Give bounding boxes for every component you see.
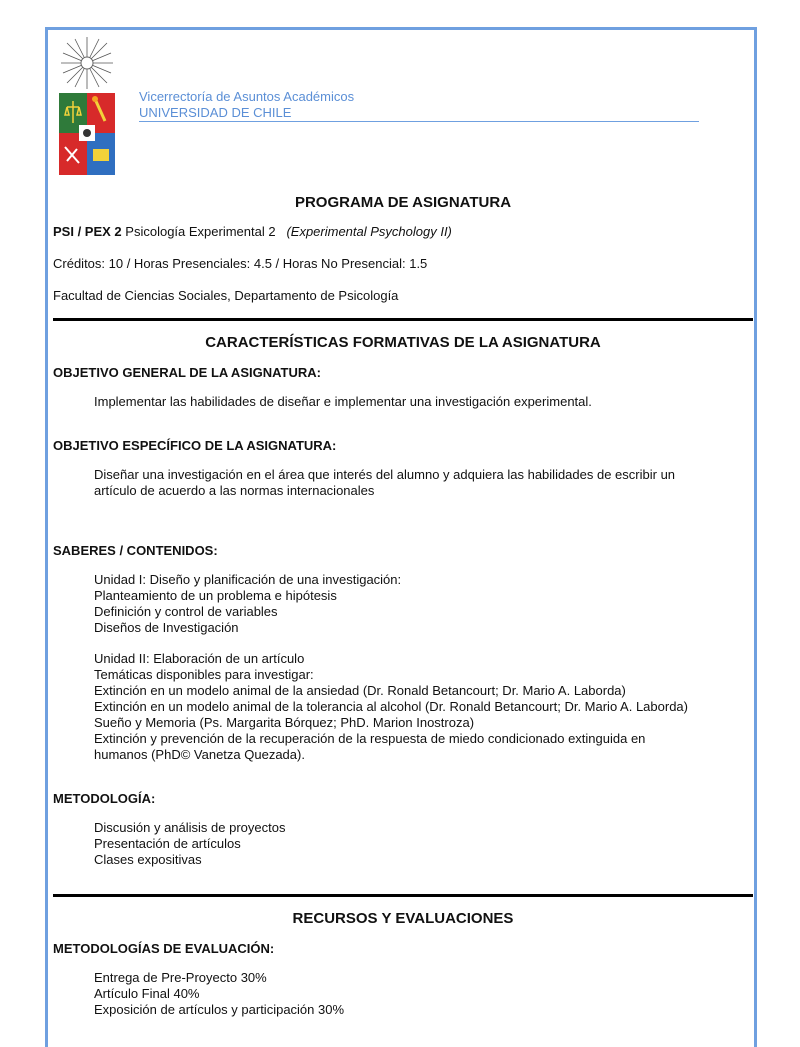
header-divider xyxy=(139,121,699,122)
page-title: PROGRAMA DE ASIGNATURA xyxy=(294,194,512,211)
list-item: Diseños de Investigación xyxy=(94,620,239,635)
list-item: Sueño y Memoria (Ps. Margarita Bórquez; PhD. Marion Inostroza) xyxy=(94,715,475,730)
list-item: Clases expositivas xyxy=(94,852,202,867)
university-crest-logo xyxy=(57,37,117,177)
list-item: Extinción en un modelo animal de la ansiedad (Dr. Ronald Betancourt; Dr. Mario A. Laborda) xyxy=(94,683,626,698)
list-item: Artículo Final 40% xyxy=(94,986,200,1001)
specific-objective-heading: OBJETIVO ESPECÍFICO DE LA ASIGNATURA: xyxy=(53,438,337,453)
text-line: artículo de acuerdo a las normas internacionales xyxy=(94,483,375,498)
list-item: Extinción en un modelo animal de la tolerancia al alcohol (Dr. Ronald Betancourt; Dr. Mario A. Laborda) xyxy=(94,699,688,714)
section-divider xyxy=(53,894,753,897)
methodology-list xyxy=(94,820,285,868)
text-line: Diseñar una investigación en el área que interés del alumno y adquiera las habilidades de escribir un xyxy=(94,467,676,482)
list-item: humanos (PhD© Vanetza Quezada). xyxy=(94,747,305,762)
unit2-list xyxy=(94,651,688,763)
course-faculty: Facultad de Ciencias Sociales, Departamento de Psicología xyxy=(53,288,399,303)
evaluation-list xyxy=(94,970,344,1018)
list-item: Discusión y análisis de proyectos xyxy=(94,820,286,835)
list-item: Planteamiento de un problema e hipótesis xyxy=(94,588,337,603)
list-item: Exposición de artículos y participación 30% xyxy=(94,1002,345,1017)
list-item: Extinción y prevención de la recuperación de la respuesta de miedo condicionado extinguida en xyxy=(94,731,646,746)
evaluation-heading: METODOLOGÍAS DE EVALUACIÓN: xyxy=(53,941,275,956)
list-item: Definición y control de variables xyxy=(94,604,278,619)
list-item: Presentación de artículos xyxy=(94,836,241,851)
general-objective-heading: OBJETIVO GENERAL DE LA ASIGNATURA: xyxy=(53,365,321,380)
course-line xyxy=(53,224,452,240)
section-divider xyxy=(53,318,753,321)
course-english-name: (Experimental Psychology II) xyxy=(286,224,452,239)
institution-department: Vicerrectoría de Asuntos Académicos xyxy=(139,89,355,104)
unit1-list xyxy=(94,572,401,636)
general-objective-text: Implementar las habilidades de diseñar e implementar una investigación experimental. xyxy=(94,394,592,409)
institution-university: UNIVERSIDAD DE CHILE xyxy=(139,105,292,120)
institution-header xyxy=(139,89,354,121)
course-credits: Créditos: 10 / Horas Presenciales: 4.5 / Horas No Presencial: 1.5 xyxy=(53,256,428,271)
contents-heading: SABERES / CONTENIDOS: xyxy=(53,543,218,558)
list-item: Entrega de Pre-Proyecto 30% xyxy=(94,970,267,985)
section2-heading: RECURSOS Y EVALUACIONES xyxy=(292,910,514,927)
course-name: Psicología Experimental 2 xyxy=(125,224,276,239)
list-item: Temáticas disponibles para investigar: xyxy=(94,667,314,682)
course-code: PSI / PEX 2 xyxy=(53,224,122,239)
list-item: Unidad II: Elaboración de un artículo xyxy=(94,651,305,666)
methodology-heading: METODOLOGÍA: xyxy=(53,791,156,806)
specific-objective-text xyxy=(94,467,675,499)
section1-heading: CARACTERÍSTICAS FORMATIVAS DE LA ASIGNATURA xyxy=(205,334,601,351)
list-item: Unidad I: Diseño y planificación de una investigación: xyxy=(94,572,402,587)
